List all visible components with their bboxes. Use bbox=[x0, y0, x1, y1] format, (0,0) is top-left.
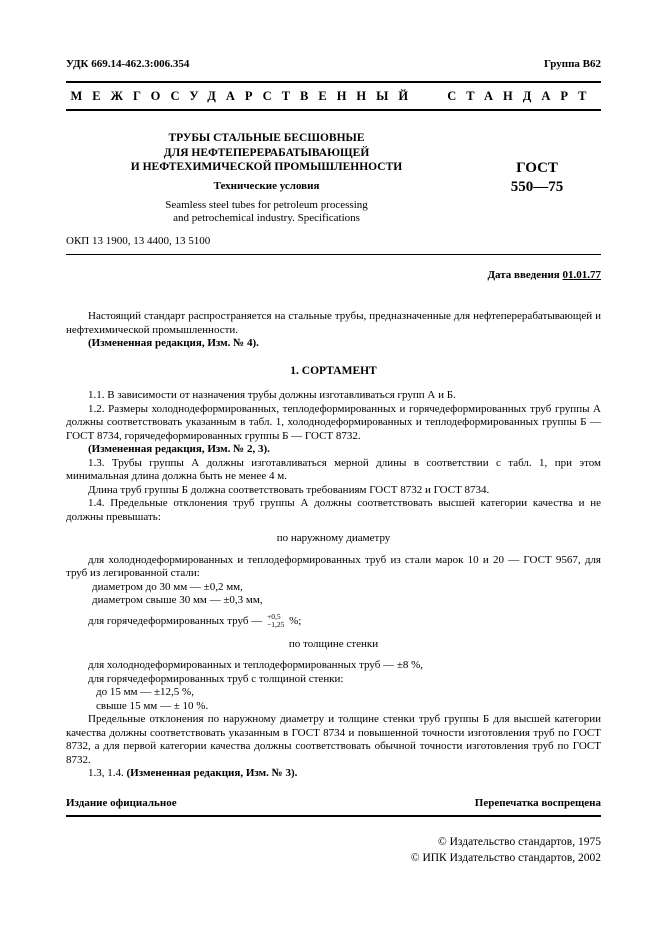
paragraph-wall-hot: для горячедеформированных труб с толщиной стенки: bbox=[88, 672, 344, 685]
title-ru-line-3: И НЕФТЕХИМИЧЕСКОЙ ПРОМЫШЛЕННОСТИ bbox=[130, 161, 403, 173]
standard-kind-banner bbox=[66, 83, 601, 110]
copyright-line-1975: © Издательство стандартов, 1975 bbox=[437, 836, 601, 848]
footer-labels-row bbox=[66, 797, 601, 818]
paragraph-1-2: 1.2. Размеры холоднодеформированных, теплодеформированных и горячедеформированных труб группы А должны соответствовать указанным в табл. 1, холоднодеформированных и теплодеформированных группы Б — ГОСТ 8734, горячедеформированных группы Б — ГОСТ 8732. bbox=[66, 402, 601, 442]
document-footer bbox=[66, 797, 601, 867]
paragraph-wall-cold: для холоднодеформированных и теплодеформированных труб — ±8 %, bbox=[88, 659, 424, 671]
reprint-prohibited-label: Перепечатка воспрещена bbox=[474, 796, 601, 809]
tolerance-upper-value: +0,5 bbox=[266, 611, 281, 621]
gost-label: ГОСТ bbox=[516, 160, 558, 176]
list-item-wall-upto-15: до 15 мм — ±12,5 %, bbox=[96, 686, 194, 698]
paragraph-amendment-4: (Измененная редакция, Изм. № 4). bbox=[88, 337, 259, 349]
effective-date-line bbox=[66, 269, 601, 283]
paragraph-limits-group-b: Предельные отклонения по наружному диаметру и толщине стенки труб группы Б для высшей категории качества должны соответствовать указанным в ГОСТ 8734 и повышенной точности изготовления труб по ГОСТ 8732, а для первой категории качества должны соответствовать обычной точности изготовления труб по ГОСТ 8732. bbox=[66, 713, 601, 766]
tolerance-fraction bbox=[267, 613, 284, 630]
udk-code: УДК 669.14-462.3:006.354 bbox=[66, 58, 190, 70]
paragraph-amendment-3 bbox=[66, 767, 601, 781]
list-item-diameter-upto-30: диаметром до 30 мм — ±0,2 мм, bbox=[92, 580, 243, 593]
list-item-wall-over-15: свыше 15 мм — ± 10 %. bbox=[96, 699, 209, 712]
standard-kind-label: МЕЖГОСУДАРСТВЕННЫЙ СТАНДАРТ bbox=[70, 88, 597, 103]
hot-tolerance-unit: %; bbox=[289, 614, 302, 627]
paragraph-cold-deformed-steel: для холоднодеформированных и теплодеформированных труб из стали марок 10 и 20 — ГОСТ 9567, для труб из легированной стали: bbox=[66, 553, 601, 579]
gost-number: 550—75 bbox=[510, 179, 564, 195]
paragraph-hot-deformed-tolerance bbox=[66, 613, 601, 630]
official-edition-label: Издание официальное bbox=[66, 796, 177, 809]
paragraph-1-1: 1.1. В зависимости от назначения трубы должны изготавливаться групп А и Б. bbox=[88, 389, 456, 401]
horizontal-rule-title-bottom bbox=[66, 254, 601, 255]
effective-date-value: 01.01.77 bbox=[562, 268, 601, 281]
gost-designation bbox=[473, 159, 601, 197]
document-title-ru bbox=[66, 131, 467, 175]
paragraph-amendment-2-3: (Измененная редакция, Изм. № 2, 3). bbox=[88, 443, 270, 455]
section-1-title: 1. СОРТАМЕНТ bbox=[290, 364, 377, 377]
paragraph-1-3a: 1.3. Трубы группы А должны изготавливаться мерной длины в соответствии с табл. 1, при этом минимальная длина должна быть не менее 4 м. bbox=[66, 456, 601, 482]
title-ru-line-1: ТРУБЫ СТАЛЬНЫЕ БЕСШОВНЫЕ bbox=[168, 132, 365, 144]
effective-date-label: Дата введения bbox=[487, 268, 560, 281]
amendment-3-note: (Измененная редакция, Изм. № 3). bbox=[126, 767, 298, 779]
paragraph-scope: Настоящий стандарт распространяется на стальные трубы, предназначенные для нефтеперерабатывающей и нефтехимической промышленности. bbox=[66, 310, 601, 336]
paragraph-1-4: 1.4. Предельные отклонения труб группы А должны соответствовать высшей категории качества и не должны превышать: bbox=[66, 497, 601, 523]
document-title-en bbox=[66, 199, 467, 225]
subheading-outer-diameter: по наружному диаметру bbox=[276, 532, 391, 544]
copyright-block bbox=[66, 835, 601, 866]
document-header-row bbox=[66, 58, 601, 72]
hot-tolerance-text: для горячедеформированных труб — bbox=[88, 614, 263, 627]
okp-codes: ОКП 13 1900, 13 4400, 13 5100 bbox=[66, 235, 211, 247]
title-section bbox=[66, 131, 601, 225]
paragraph-1-3b: Длина труб группы Б должна соответствовать требованиям ГОСТ 8732 и ГОСТ 8734. bbox=[88, 483, 490, 496]
tolerance-lower-value: −1,25 bbox=[266, 620, 285, 629]
document-body bbox=[66, 310, 601, 781]
horizontal-rule-header-bottom bbox=[66, 109, 601, 111]
title-ru-line-2: ДЛЯ НЕФТЕПЕРЕРАБАТЫВАЮЩЕЙ bbox=[163, 146, 370, 159]
title-en-line-1: Seamless steel tubes for petroleum processing bbox=[165, 199, 368, 211]
group-code: Группа В62 bbox=[543, 58, 601, 70]
title-column bbox=[66, 131, 473, 225]
list-item-diameter-over-30: диаметром свыше 30 мм — ±0,3 мм, bbox=[92, 594, 263, 606]
copyright-line-2002: © ИПК Издательство стандартов, 2002 bbox=[410, 851, 601, 864]
subheading-wall-thickness: по толщине стенки bbox=[288, 637, 379, 650]
title-en-line-2: and petrochemical industry. Specifications bbox=[173, 212, 360, 224]
amendment-3-clauses: 1.3, 1.4. bbox=[88, 767, 124, 779]
document-subtitle: Технические условия bbox=[213, 179, 320, 192]
